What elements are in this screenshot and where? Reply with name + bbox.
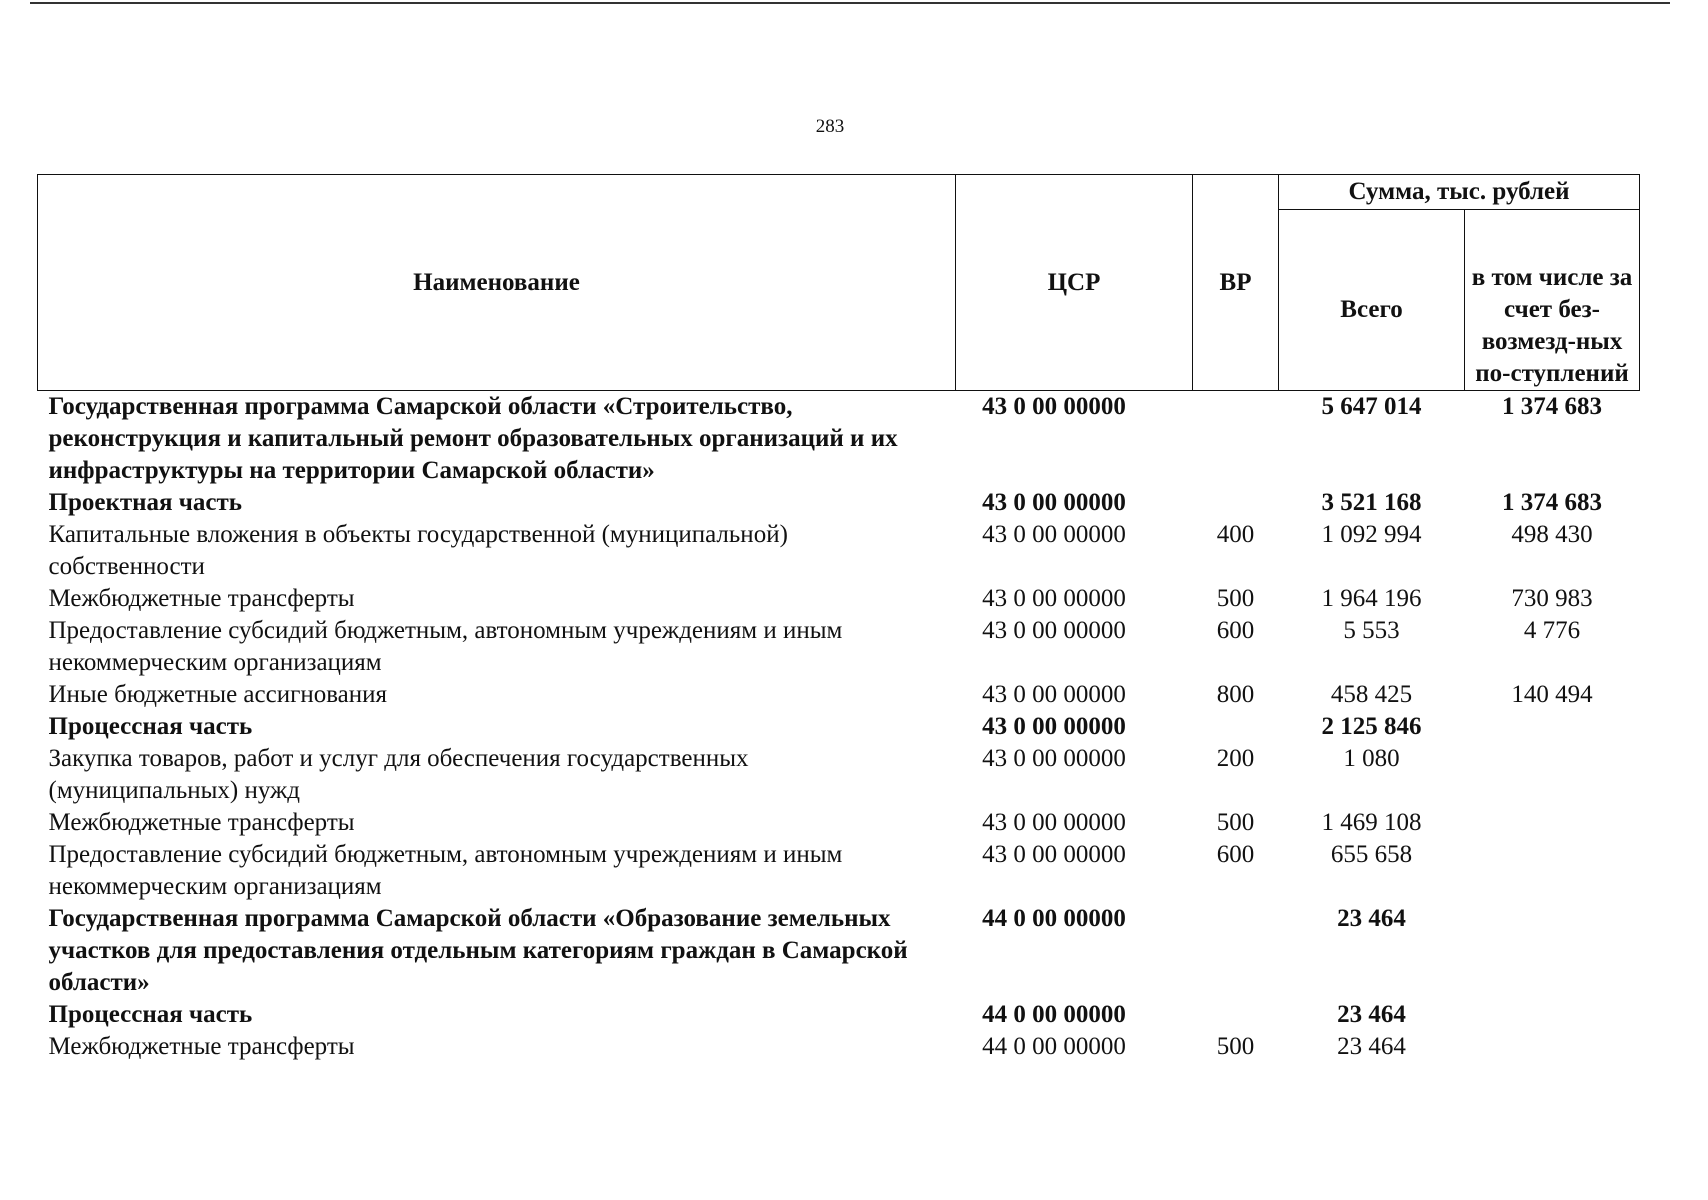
row-vr-cell: 500 — [1216, 585, 1255, 612]
row-total-cell: 5 553 — [1343, 617, 1400, 644]
row-vr-cell: 400 — [1216, 521, 1255, 548]
row-vr-cell: 500 — [1216, 1033, 1255, 1060]
row-vr-cell: 600 — [1216, 841, 1255, 868]
row-total-cell: 655 658 — [1330, 841, 1413, 868]
row-name-cell: Межбюджетные трансферты — [48, 1033, 355, 1060]
row-csr-cell: 44 0 00 00000 — [982, 905, 1126, 932]
row-total-cell: 1 080 — [1343, 745, 1400, 772]
row-free-receipts-cell — [1465, 807, 1640, 839]
row-csr-cell: 43 0 00 00000 — [982, 841, 1126, 868]
table-header — [38, 175, 1640, 391]
header-row-1 — [38, 175, 1640, 210]
row-name-cell: Государственная программа Самарской области «Образование земельных участков для предоставления отдельным категориям граждан в Самарской области» — [48, 905, 908, 996]
row-name-cell: Иные бюджетные ассигнования — [48, 681, 388, 708]
row-vr-cell — [1193, 391, 1279, 488]
table-row — [38, 615, 1640, 679]
table-row — [38, 391, 1640, 488]
row-csr-cell: 43 0 00 00000 — [982, 393, 1126, 420]
page-number: 283 — [815, 116, 845, 137]
table-row — [38, 903, 1640, 999]
row-free-receipts-cell: 498 430 — [1511, 521, 1593, 548]
row-csr-cell: 43 0 00 00000 — [982, 713, 1126, 740]
table-row — [38, 583, 1640, 615]
row-name-cell: Процессная часть — [48, 713, 253, 740]
row-name-cell: Предоставление субсидий бюджетным, автономным учреждениям и иным некоммерческим организациям — [48, 841, 843, 900]
row-vr-cell: 200 — [1216, 745, 1255, 772]
row-free-receipts-cell: 1 374 683 — [1502, 489, 1602, 516]
row-name-cell: Предоставление субсидий бюджетным, автономным учреждениям и иным некоммерческим организациям — [48, 617, 843, 676]
header-total: Всего — [1279, 210, 1465, 391]
row-free-receipts-cell — [1465, 999, 1640, 1031]
row-total-cell: 2 125 846 — [1321, 713, 1422, 740]
header-vr: ВР — [1193, 175, 1279, 391]
row-total-cell: 1 964 196 — [1321, 585, 1422, 612]
table-row — [38, 807, 1640, 839]
table-row — [38, 839, 1640, 903]
header-name: Наименование — [38, 175, 956, 391]
row-vr-cell: 600 — [1216, 617, 1255, 644]
row-total-cell: 458 425 — [1330, 681, 1413, 708]
row-csr-cell: 43 0 00 00000 — [982, 521, 1126, 548]
row-free-receipts-cell: 1 374 683 — [1502, 393, 1602, 420]
row-free-receipts-cell — [1465, 743, 1640, 807]
row-vr-cell: 500 — [1216, 809, 1255, 836]
row-name-cell: Проектная часть — [48, 489, 243, 516]
table-row — [38, 711, 1640, 743]
header-free-receipts: в том числе за счет без-возмезд-ных по-ступлений — [1465, 210, 1640, 391]
table-row — [38, 487, 1640, 519]
row-total-cell: 23 464 — [1337, 905, 1406, 932]
budget-table — [37, 174, 1640, 1063]
row-csr-cell: 43 0 00 00000 — [982, 617, 1126, 644]
row-vr-cell — [1193, 903, 1279, 999]
row-name-cell: Закупка товаров, работ и услуг для обеспечения государственных (муниципальных) нужд — [48, 745, 749, 804]
row-csr-cell: 43 0 00 00000 — [982, 489, 1126, 516]
table-row — [38, 743, 1640, 807]
row-vr-cell — [1193, 999, 1279, 1031]
row-csr-cell: 43 0 00 00000 — [982, 681, 1126, 708]
table-body — [38, 391, 1640, 1064]
row-total-cell: 23 464 — [1337, 1001, 1406, 1028]
row-csr-cell: 44 0 00 00000 — [982, 1001, 1126, 1028]
row-csr-cell: 44 0 00 00000 — [982, 1033, 1126, 1060]
table-row — [38, 679, 1640, 711]
row-total-cell: 23 464 — [1337, 1033, 1406, 1060]
table-row — [38, 519, 1640, 583]
row-free-receipts-cell — [1465, 1031, 1640, 1063]
row-name-cell: Капитальные вложения в объекты государственной (муниципальной) собственности — [48, 521, 788, 580]
header-csr: ЦСР — [956, 175, 1193, 391]
row-vr-cell — [1193, 487, 1279, 519]
row-name-cell: Процессная часть — [48, 1001, 253, 1028]
row-csr-cell: 43 0 00 00000 — [982, 585, 1126, 612]
row-csr-cell: 43 0 00 00000 — [982, 809, 1126, 836]
table-row — [38, 999, 1640, 1031]
row-free-receipts-cell: 4 776 — [1523, 617, 1581, 644]
row-name-cell: Государственная программа Самарской области «Строительство, реконструкция и капитальный ремонт образовательных организаций и их инфраструктуры на территории Самарской области» — [48, 393, 898, 484]
row-free-receipts-cell — [1465, 711, 1640, 743]
row-total-cell: 1 092 994 — [1321, 521, 1422, 548]
row-total-cell: 1 469 108 — [1321, 809, 1422, 836]
row-free-receipts-cell: 140 494 — [1511, 681, 1593, 708]
row-vr-cell: 800 — [1216, 681, 1255, 708]
row-free-receipts-cell: 730 983 — [1511, 585, 1593, 612]
top-border-rule — [30, 2, 1670, 4]
table-row — [38, 1031, 1640, 1063]
row-total-cell: 3 521 168 — [1321, 489, 1422, 516]
row-vr-cell — [1193, 711, 1279, 743]
header-sum-group: Сумма, тыс. рублей — [1279, 175, 1640, 210]
row-free-receipts-cell — [1465, 903, 1640, 999]
row-total-cell: 5 647 014 — [1321, 393, 1422, 420]
row-name-cell: Межбюджетные трансферты — [48, 809, 355, 836]
row-name-cell: Межбюджетные трансферты — [48, 585, 355, 612]
row-free-receipts-cell — [1465, 839, 1640, 903]
row-csr-cell: 43 0 00 00000 — [982, 745, 1126, 772]
